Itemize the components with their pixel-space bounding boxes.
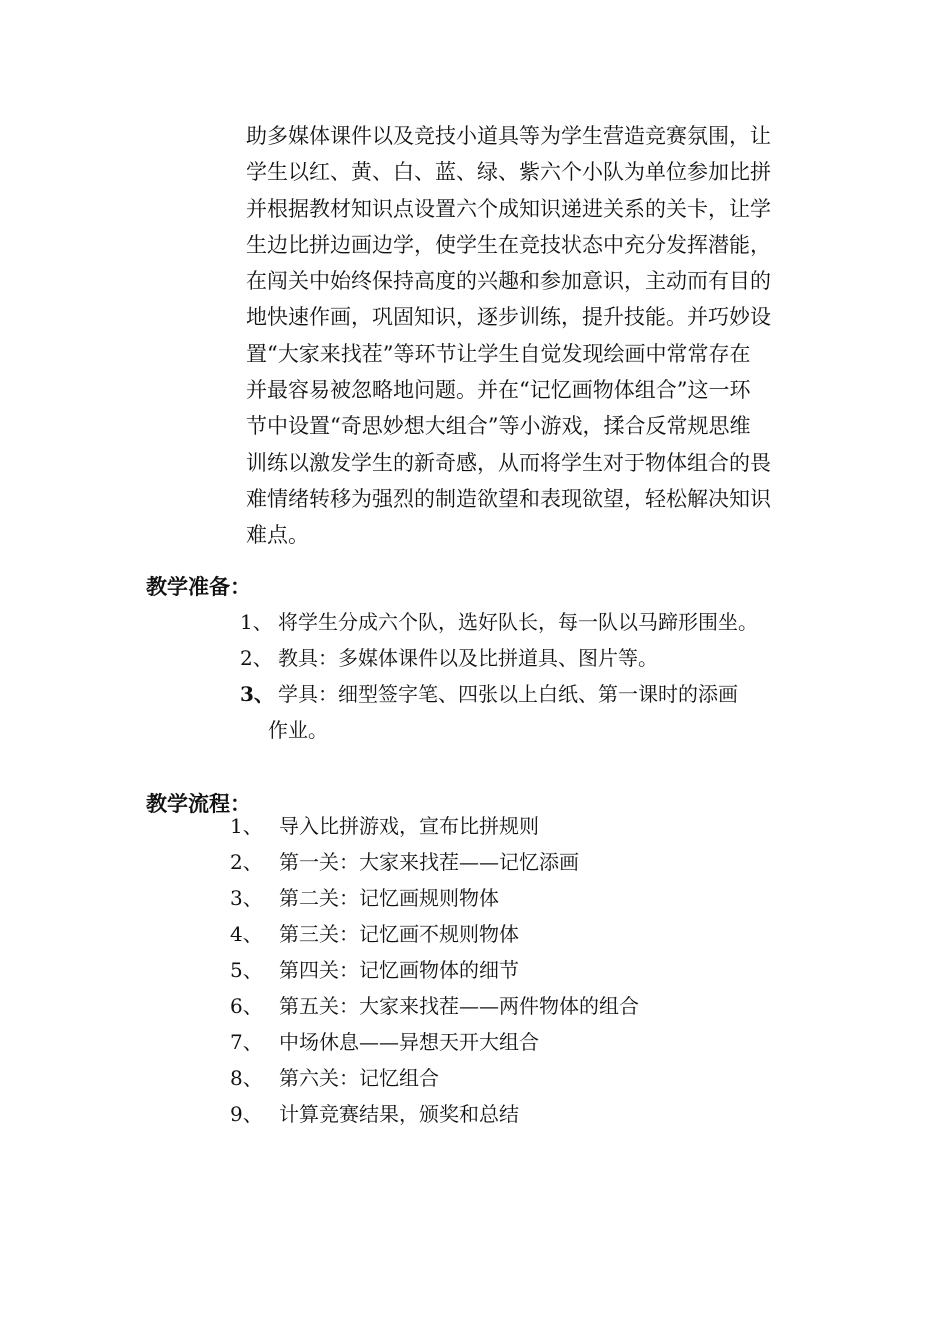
item-text: 第三关：记忆画不规则物体 — [279, 922, 519, 946]
list-item — [240, 640, 820, 676]
item-number: 4、 — [230, 922, 263, 946]
item-number: 3、 — [240, 682, 274, 706]
intro-line: 节中设置“奇思妙想大组合”等小游戏，揉合反常规思维 — [246, 414, 751, 439]
list-item — [230, 1096, 750, 1132]
item-number: 1、 — [230, 814, 263, 838]
intro-line: 置“大家来找茬”等环节让学生自觉发现绘画中常常存在 — [246, 341, 751, 366]
item-text-continuation: 作业。 — [268, 718, 328, 742]
intro-line: 难点。 — [246, 523, 309, 548]
intro-line: 生边比拼边画边学，使学生在竞技状态中充分发挥潜能， — [246, 232, 771, 257]
item-number: 1、 — [240, 610, 273, 634]
intro-paragraph — [246, 118, 806, 554]
item-text: 导入比拼游戏，宣布比拼规则 — [279, 814, 539, 838]
item-text: 第四关：记忆画物体的细节 — [279, 958, 519, 982]
intro-line: 地快速作画，巩固知识，逐步训练，提升技能。并巧妙设 — [246, 305, 771, 330]
intro-line: 并最容易被忽略地问题。并在“记忆画物体组合”这一环 — [246, 378, 751, 403]
intro-line: 在闯关中始终保持高度的兴趣和参加意识，主动而有目的 — [246, 269, 771, 294]
list-item — [230, 1024, 750, 1060]
item-text: 第五关：大家来找茬——两件物体的组合 — [279, 994, 639, 1018]
flow-list — [230, 808, 750, 1132]
item-text: 教具：多媒体课件以及比拼道具、图片等。 — [278, 646, 658, 670]
item-text: 将学生分成六个队，选好队长，每一队以马蹄形围坐。 — [278, 610, 758, 634]
list-item — [240, 676, 820, 712]
item-number: 5、 — [230, 958, 263, 982]
item-text: 第一关：大家来找茬——记忆添画 — [279, 850, 579, 874]
intro-line: 训练以激发学生的新奇感，从而将学生对于物体组合的畏 — [246, 450, 771, 475]
item-text: 中场休息——异想天开大组合 — [279, 1030, 539, 1054]
intro-line: 学生以红、黄、白、蓝、绿、紫六个小队为单位参加比拼 — [246, 160, 771, 185]
list-item — [230, 952, 750, 988]
item-number: 3、 — [230, 886, 263, 910]
intro-line: 并根据教材知识点设置六个成知识递进关系的关卡，让学 — [246, 196, 771, 221]
item-number: 2、 — [240, 646, 273, 670]
intro-line: 助多媒体课件以及竞技小道具等为学生营造竞赛氛围，让 — [246, 124, 771, 148]
flow-heading: 教学流程： — [146, 792, 251, 816]
item-text: 学具：细型签字笔、四张以上白纸、第一课时的添画 — [278, 682, 738, 706]
preparation-heading: 教学准备： — [146, 575, 251, 599]
item-number: 9、 — [230, 1102, 263, 1126]
list-item — [230, 844, 750, 880]
list-item — [230, 1060, 750, 1096]
item-number: 6、 — [230, 994, 263, 1018]
item-number: 7、 — [230, 1030, 263, 1054]
list-item — [230, 808, 750, 844]
list-item — [240, 604, 820, 640]
item-text: 第二关：记忆画规则物体 — [279, 886, 499, 910]
item-number: 2、 — [230, 850, 263, 874]
list-item — [230, 880, 750, 916]
preparation-list — [240, 604, 820, 712]
intro-line: 难情绪转移为强烈的制造欲望和表现欲望，轻松解决知识 — [246, 486, 771, 511]
item-text: 第六关：记忆组合 — [279, 1066, 439, 1090]
list-item — [230, 916, 750, 952]
list-item — [230, 988, 750, 1024]
item-number: 8、 — [230, 1066, 263, 1090]
item-text: 计算竞赛结果，颁奖和总结 — [279, 1102, 519, 1126]
